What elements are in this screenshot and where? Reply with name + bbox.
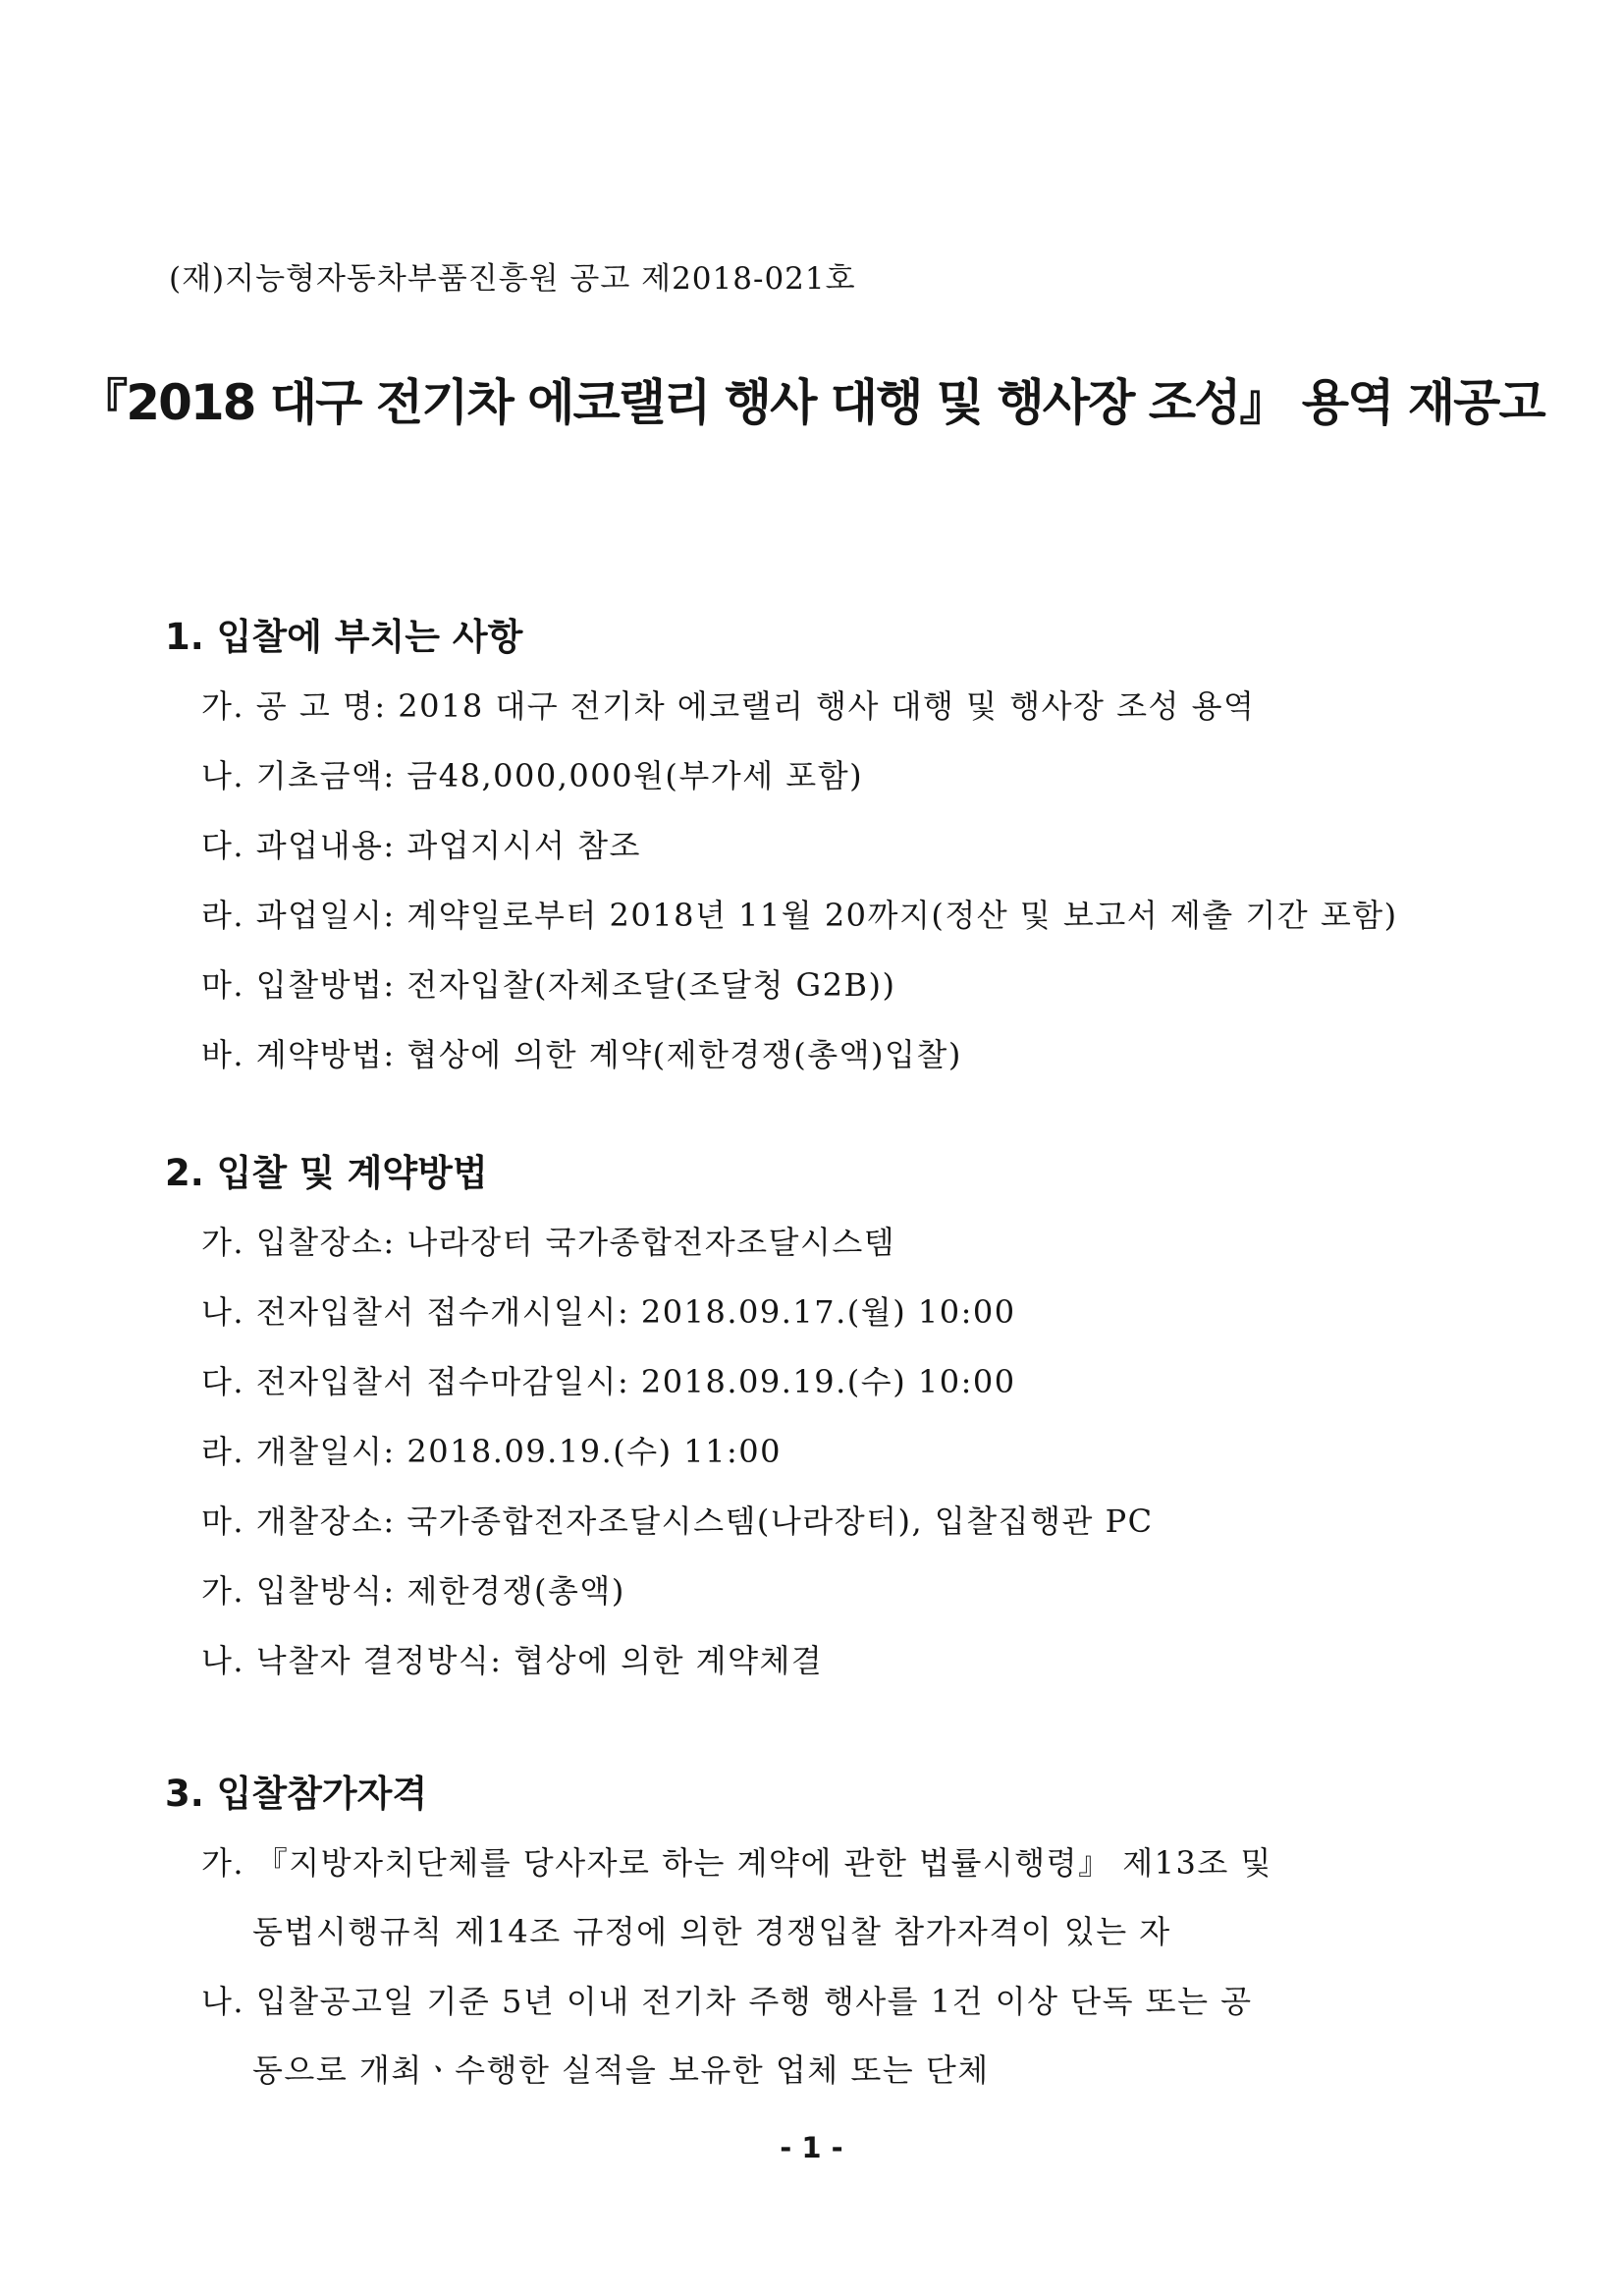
notice-number: (재)지능형자동차부품진흥원 공고 제2018-021호 [169, 261, 856, 297]
document-title: 『2018 대구 전기차 에코랠리 행사 대행 및 행사장 조성』 용역 재공고 [79, 374, 1544, 431]
list-item: 나. 기초금액: 금48,000,000원(부가세 포함) [201, 757, 864, 794]
list-item: 나. 입찰공고일 기준 5년 이내 전기차 주행 행사를 1건 이상 단독 또는 공 [201, 1983, 1253, 2020]
list-item: 다. 과업내용: 과업지시서 참조 [201, 827, 641, 864]
page-number: - 1 - [780, 2131, 843, 2164]
list-item: 나. 낙찰자 결정방식: 협상에 의한 계약체결 [201, 1642, 824, 1679]
list-item: 가. 입찰장소: 나라장터 국가종합전자조달시스템 [201, 1224, 896, 1261]
list-item: 다. 전자입찰서 접수마감일시: 2018.09.19.(수) 10:00 [201, 1363, 1016, 1400]
list-item: 라. 개찰일시: 2018.09.19.(수) 11:00 [201, 1433, 783, 1470]
list-item: 라. 과업일시: 계약일로부터 2018년 11월 20까지(정산 및 보고서 제출 기간 포함) [201, 897, 1398, 934]
list-item: 마. 개찰장소: 국가종합전자조달시스템(나라장터), 입찰집행관 PC [201, 1503, 1154, 1540]
list-item: 가. 입찰방식: 제한경쟁(총액) [201, 1572, 625, 1610]
section-heading: 3. 입찰참가자격 [165, 1773, 428, 1815]
section-heading: 2. 입찰 및 계약방법 [165, 1152, 488, 1194]
list-item: 바. 계약방법: 협상에 의한 계약(제한경쟁(총액)입찰) [201, 1036, 962, 1073]
list-item: 가. 공 고 명: 2018 대구 전기차 에코랠리 행사 대행 및 행사장 조성 용역 [201, 687, 1256, 725]
list-item-continuation: 동으로 개최ㆍ수행한 실적을 보유한 업체 또는 단체 [252, 2051, 990, 2089]
section-heading: 1. 입찰에 부치는 사항 [165, 616, 523, 658]
list-item: 가. 『지방자치단체를 당사자로 하는 계약에 관한 법률시행령』 제13조 및 [201, 1844, 1272, 1882]
list-item: 마. 입찰방법: 전자입찰(자체조달(조달청 G2B)) [201, 966, 896, 1004]
list-item-continuation: 동법시행규칙 제14조 규정에 의한 경쟁입찰 참가자격이 있는 자 [252, 1913, 1171, 1950]
list-item: 나. 전자입찰서 접수개시일시: 2018.09.17.(월) 10:00 [201, 1293, 1016, 1331]
